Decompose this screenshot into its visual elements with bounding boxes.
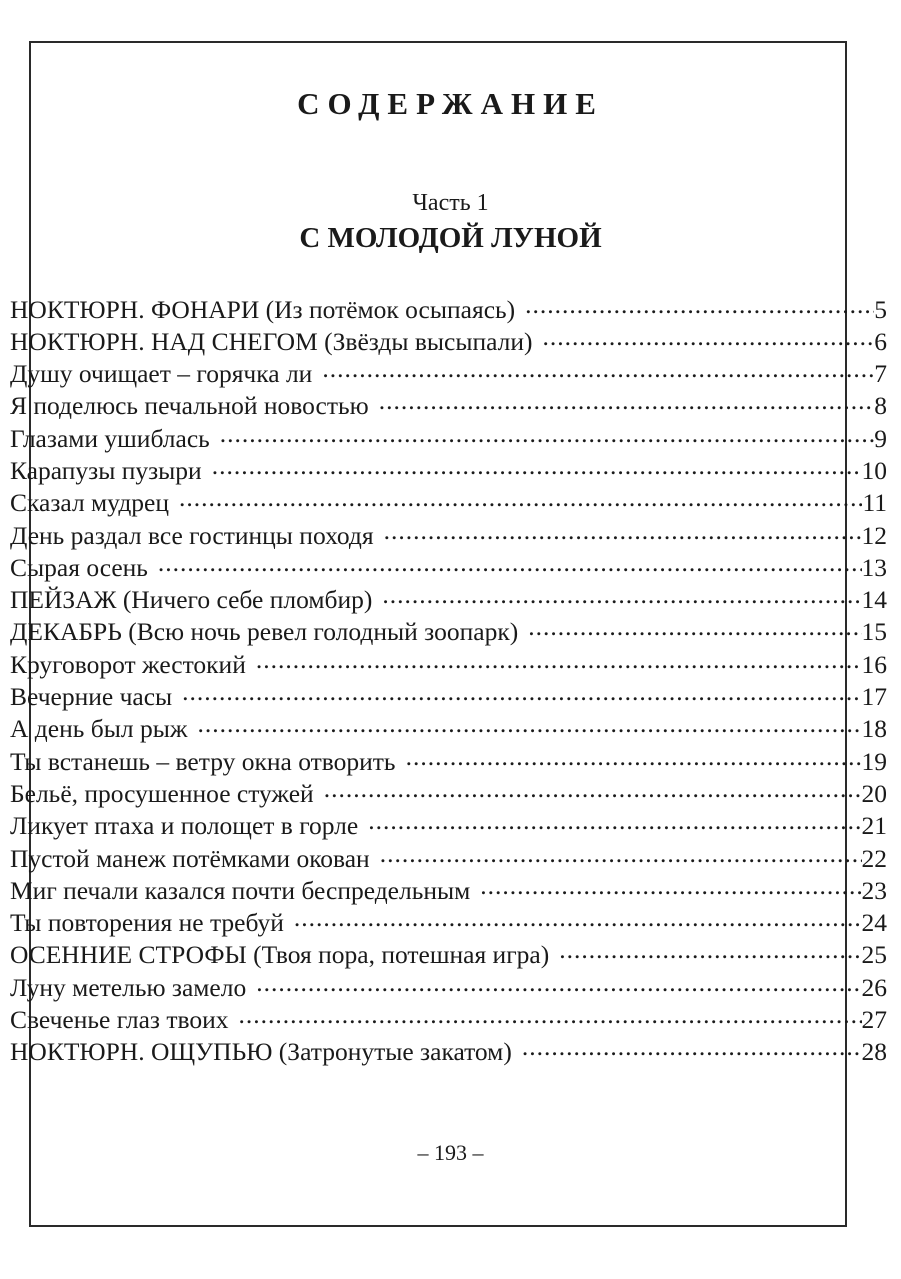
- toc-entry: [10, 453, 887, 485]
- toc-entry: [10, 357, 887, 389]
- toc-entry-page: 16: [861, 649, 887, 679]
- page-number: – 193 –: [417, 1140, 484, 1165]
- toc-entry-title: Я поделюсь печальной новостью: [10, 391, 369, 421]
- toc-entry: [10, 324, 887, 356]
- dot-leader: [182, 680, 861, 706]
- dot-leader: [406, 744, 862, 770]
- toc-entry: [10, 841, 887, 873]
- toc-entry-page: 14: [861, 585, 887, 615]
- toc-entry-title: А день был рыж: [10, 714, 188, 744]
- toc-entry-page: 15: [861, 617, 887, 647]
- toc-entry-page: 5: [874, 294, 887, 324]
- toc-entry-title: НОКТЮРН. НАД СНЕГОМ (Звёзды высыпали): [10, 326, 533, 356]
- dot-leader: [158, 550, 862, 576]
- toc-entry-page: 23: [861, 875, 887, 905]
- toc-entry: [10, 938, 887, 970]
- toc-entry-title: Ликует птаха и полощет в горле: [10, 811, 359, 841]
- dot-leader: [528, 615, 861, 641]
- toc-entry: [10, 292, 887, 324]
- toc-entry-page: 28: [861, 1037, 887, 1067]
- toc-entry: [10, 583, 887, 615]
- toc-entry-title: Ты повторения не требуй: [10, 908, 284, 938]
- toc-entry-page: 7: [874, 359, 887, 389]
- toc-entry-page: 27: [861, 1005, 887, 1035]
- dot-leader: [368, 809, 861, 835]
- toc-entry-page: 24: [861, 908, 887, 938]
- table-of-contents: [10, 292, 887, 1067]
- part-label: Часть 1: [412, 190, 489, 216]
- toc-entry-title: НОКТЮРН. ФОНАРИ (Из потёмок осыпаясь): [10, 294, 516, 324]
- dot-leader: [382, 583, 861, 609]
- toc-entry-page: 19: [861, 746, 887, 776]
- toc-entry: [10, 680, 887, 712]
- toc-entry: [10, 906, 887, 938]
- dot-leader: [239, 1003, 862, 1029]
- toc-entry-title: Сырая осень: [10, 552, 148, 582]
- toc-entry-page: 20: [861, 778, 887, 808]
- toc-entry-page: 22: [861, 843, 887, 873]
- toc-entry-title: Луну метелью замело: [10, 972, 247, 1002]
- toc-entry: [10, 776, 887, 808]
- toc-entry-title: Глазами ушиблась: [10, 423, 210, 453]
- toc-entry-title: День раздал все гостинцы походя: [10, 520, 374, 550]
- dot-leader: [380, 841, 862, 867]
- toc-entry: [10, 712, 887, 744]
- dot-leader: [384, 518, 862, 544]
- dot-leader: [559, 938, 861, 964]
- toc-entry-page: 12: [861, 520, 887, 550]
- toc-entry-title: ОСЕННИЕ СТРОФЫ (Твоя пора, потешная игра): [10, 940, 550, 970]
- toc-entry: [10, 615, 887, 647]
- toc-entry-title: Бельё, просушенное стужей: [10, 778, 314, 808]
- dot-leader: [322, 357, 874, 383]
- toc-entry-title: Душу очищает – горячка ли: [10, 359, 313, 389]
- toc-entry: [10, 744, 887, 776]
- toc-entry-title: ДЕКАБРЬ (Всю ночь ревел голодный зоопарк): [10, 617, 519, 647]
- part-title: С МОЛОДОЙ ЛУНОЙ: [299, 222, 602, 254]
- dot-leader: [379, 389, 875, 415]
- toc-entry: [10, 809, 887, 841]
- dot-leader: [522, 1035, 862, 1061]
- dot-leader: [525, 292, 874, 318]
- dot-leader: [256, 970, 861, 996]
- toc-entry-page: 17: [861, 682, 887, 712]
- dot-leader: [543, 324, 875, 350]
- toc-entry: [10, 486, 887, 518]
- page-title: СОДЕРЖАНИЕ: [297, 86, 604, 121]
- dot-leader: [324, 776, 862, 802]
- toc-entry: [10, 647, 887, 679]
- dot-leader: [179, 486, 862, 512]
- toc-entry: [10, 389, 887, 421]
- toc-entry: [10, 1035, 887, 1067]
- dot-leader: [480, 873, 861, 899]
- dot-leader: [212, 453, 862, 479]
- dot-leader: [294, 906, 862, 932]
- toc-entry-title: ПЕЙЗАЖ (Ничего себе пломбир): [10, 585, 373, 615]
- toc-entry-title: Свеченье глаз твоих: [10, 1005, 229, 1035]
- toc-entry-title: Ты встанешь – ветру окна отворить: [10, 746, 396, 776]
- toc-entry: [10, 550, 887, 582]
- toc-entry-page: 25: [861, 940, 887, 970]
- toc-entry-page: 21: [861, 811, 887, 841]
- toc-entry-title: Пустой манеж потёмками окован: [10, 843, 370, 873]
- toc-entry: [10, 518, 887, 550]
- toc-entry-page: 26: [861, 972, 887, 1002]
- toc-entry: [10, 1003, 887, 1035]
- toc-entry-title: НОКТЮРН. ОЩУПЬЮ (Затронутые закатом): [10, 1037, 512, 1067]
- dot-leader: [256, 647, 862, 673]
- toc-entry: [10, 421, 887, 453]
- toc-entry-page: 8: [874, 391, 887, 421]
- dot-leader: [197, 712, 861, 738]
- toc-entry-page: 6: [874, 326, 887, 356]
- toc-entry-page: 10: [861, 455, 887, 485]
- toc-entry-title: Сказал мудрец: [10, 488, 170, 518]
- toc-entry-title: Вечерние часы: [10, 682, 173, 712]
- toc-entry: [10, 873, 887, 905]
- toc-entry-page: 11: [862, 488, 887, 518]
- toc-entry-page: 9: [874, 423, 887, 453]
- toc-entry-title: Круговорот жестокий: [10, 649, 246, 679]
- dot-leader: [220, 421, 874, 447]
- toc-entry-title: Карапузы пузыри: [10, 455, 202, 485]
- toc-entry: [10, 970, 887, 1002]
- toc-entry-page: 18: [861, 714, 887, 744]
- toc-entry-title: Миг печали казался почти беспредельным: [10, 875, 471, 905]
- toc-entry-page: 13: [861, 552, 887, 582]
